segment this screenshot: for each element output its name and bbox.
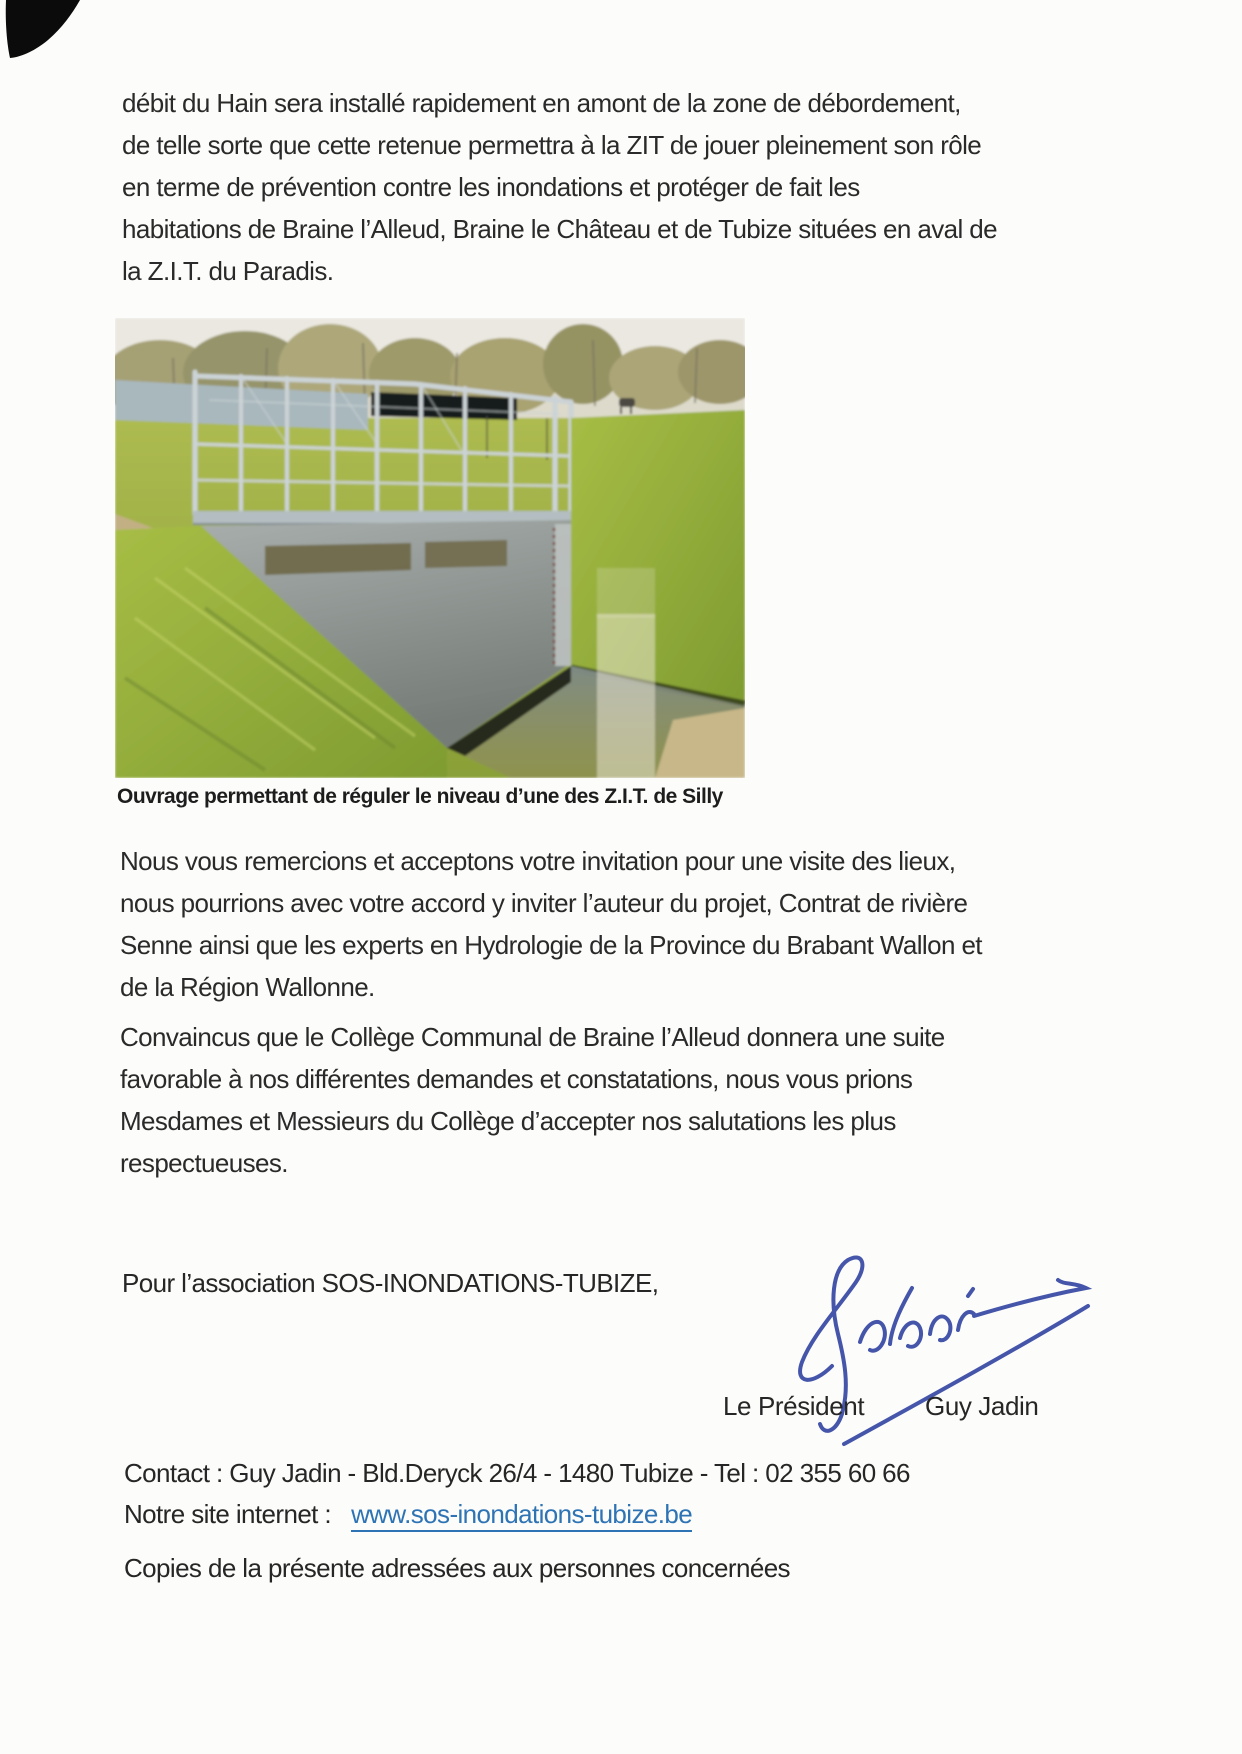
text-line: en terme de prévention contre les inondations et protéger de fait les [122, 172, 860, 202]
paragraph-1 [122, 82, 997, 292]
contact-line: Contact : Guy Jadin - Bld.Deryck 26/4 - 1480 Tubize - Tel : 02 355 60 66 [124, 1458, 910, 1488]
scan-corner-artifact [0, 0, 90, 64]
text-line: nous pourrions avec votre accord y inviter l’auteur du projet, Contrat de rivière [120, 888, 968, 918]
scan-light-band [597, 614, 655, 778]
paragraph-3 [120, 1016, 945, 1184]
president-label: Le Président [723, 1391, 865, 1421]
website-line [124, 1499, 692, 1530]
text-line: Convaincus que le Collège Communal de Braine l’Alleud donnera une suite [120, 1022, 945, 1052]
paragraph-2 [120, 840, 982, 1008]
text-line: habitations de Braine l’Alleud, Braine le Château et de Tubize situées en aval de [122, 214, 998, 244]
website-label: Notre site internet : [124, 1499, 332, 1529]
copies-line: Copies de la présente adressées aux personnes concernées [124, 1553, 790, 1583]
text-line: Mesdames et Messieurs du Collège d’accepter nos salutations les plus [120, 1106, 896, 1136]
text-line: Senne ainsi que les experts en Hydrologie de la Province du Brabant Wallon et [120, 930, 982, 960]
photo-caption: Ouvrage permettant de réguler le niveau d’une des Z.I.T. de Silly [117, 785, 723, 808]
text-line: respectueuses. [120, 1148, 288, 1178]
website-link[interactable]: www.sos-inondations-tubize.be [351, 1499, 692, 1532]
signature [770, 1244, 1100, 1459]
text-line: de la Région Wallonne. [120, 972, 375, 1002]
text-line: de telle sorte que cette retenue permettra à la ZIT de jouer pleinement son rôle [122, 130, 982, 160]
president-name: Guy Jadin [925, 1391, 1039, 1421]
text-line: favorable à nos différentes demandes et constatations, nous vous prions [120, 1064, 913, 1094]
text-line: la Z.I.T. du Paradis. [122, 256, 334, 286]
text-line: Nous vous remercions et acceptons votre invitation pour une visite des lieux, [120, 846, 956, 876]
photo-regulation-structure [115, 318, 745, 778]
association-line: Pour l’association SOS-INONDATIONS-TUBIZE, [122, 1268, 659, 1298]
text-line: débit du Hain sera installé rapidement en amont de la zone de débordement, [122, 88, 961, 118]
